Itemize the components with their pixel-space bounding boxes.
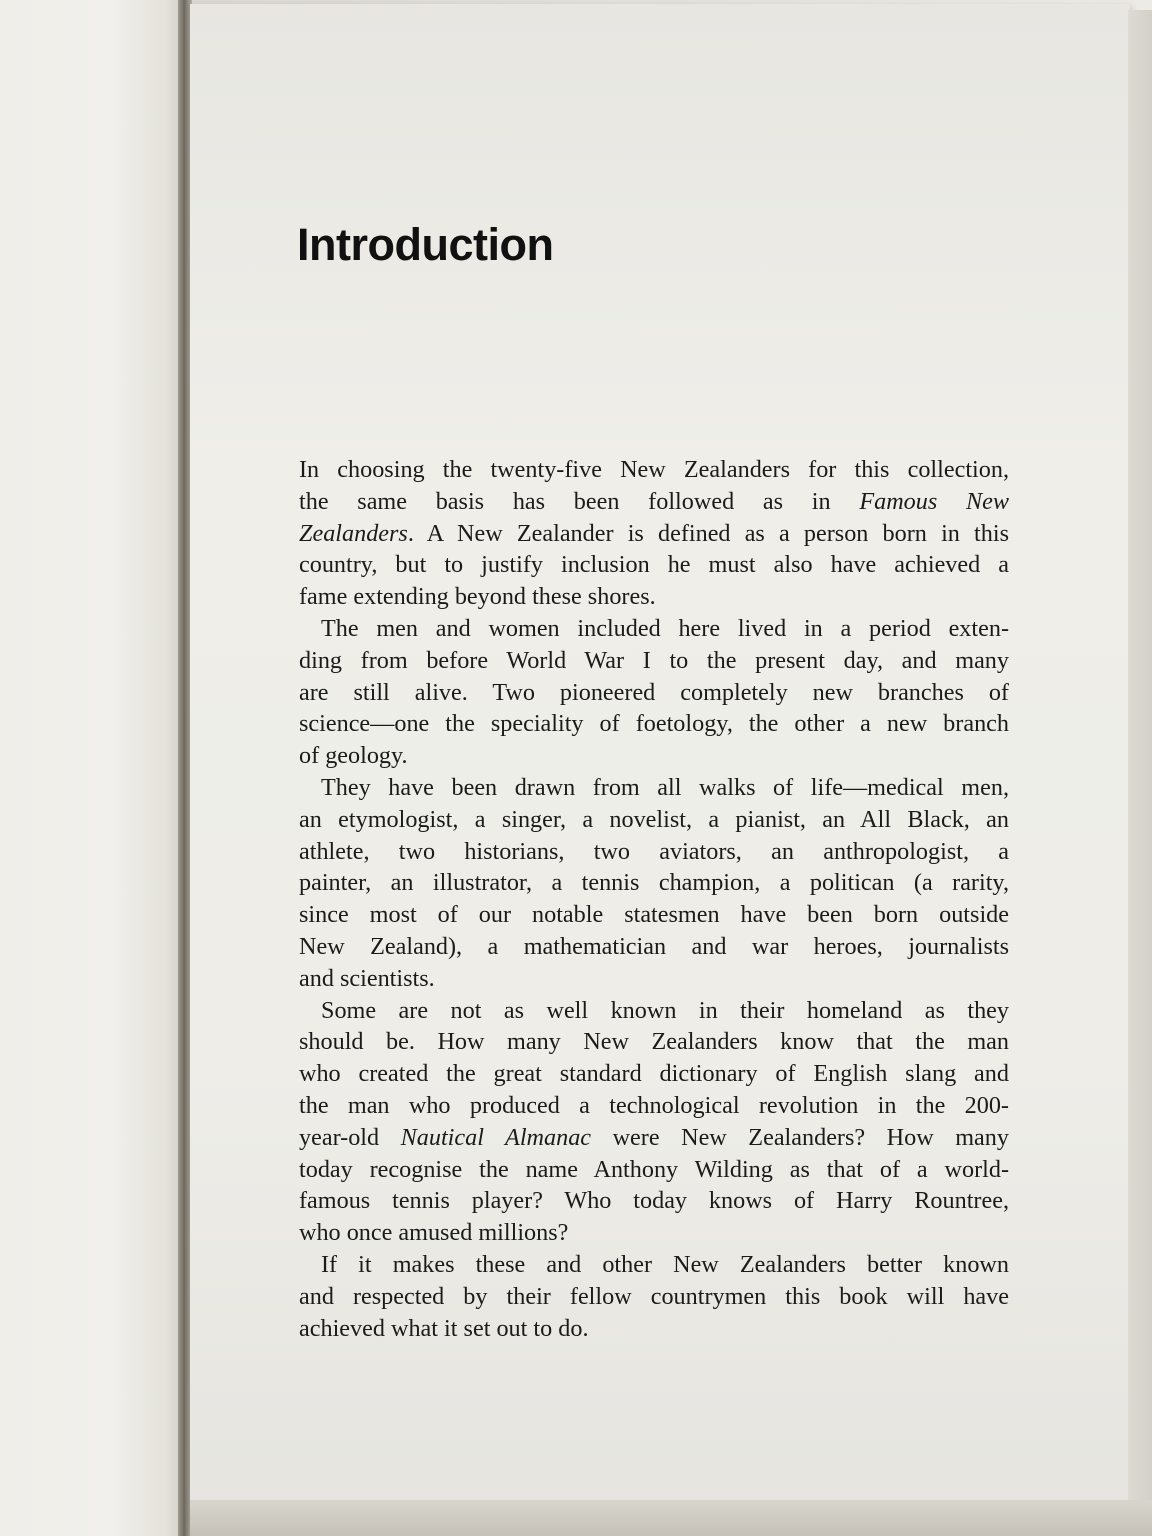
text-line: the man who produced a technological revolution in the 200- [299, 1091, 1009, 1119]
text-line: of geology. [299, 742, 408, 770]
almanac-title-italic: Nautical Almanac [400, 1123, 592, 1151]
text-line [299, 1122, 1009, 1154]
text-line: who created the great standard dictionary of English slang and [299, 1060, 1009, 1088]
text-line: an etymologist, a singer, a novelist, a pianist, an All Black, an [299, 805, 1009, 833]
paragraph-1 [299, 454, 1009, 613]
paragraph-4 [299, 995, 1009, 1249]
page-edge [1128, 10, 1152, 1536]
text-line: Some are not as well known in their homeland as they [321, 996, 1009, 1024]
paragraph-3 [299, 772, 1009, 995]
text-line: In choosing the twenty-five New Zealanders for this collection, [299, 456, 1009, 483]
text-fragment: . A New Zealander is defined as a person born in this [407, 519, 1009, 547]
page-heading: Introduction [297, 219, 554, 270]
text-line: painter, an illustrator, a tennis champion, a politican (a rarity, [299, 869, 1009, 897]
text-line: achieved what it set out to do. [299, 1314, 589, 1342]
page-bottom-edge [190, 1500, 1152, 1536]
text-line: If it makes these and other New Zealanders better known [321, 1250, 1009, 1278]
text-fragment: were New Zealanders? How many [591, 1123, 1009, 1151]
text-line: should be. How many New Zealanders know that the man [299, 1028, 1009, 1056]
text-line: New Zealand), a mathematician and war heroes, journalists [299, 932, 1009, 960]
text-line: today recognise the name Anthony Wilding as that of a world- [299, 1155, 1009, 1183]
text-line: country, but to justify inclusion he must also have achieved a [299, 551, 1009, 579]
left-facing-page [0, 0, 185, 1536]
text-line [299, 518, 1009, 550]
text-line: and respected by their fellow countrymen this book will have [299, 1282, 1009, 1310]
text-line: science—one the speciality of foetology, the other a new branch [299, 710, 1009, 738]
text-line: ding from before World War I to the present day, and many [299, 646, 1009, 674]
text-line: They have been drawn from all walks of life—medical men, [321, 773, 1009, 801]
paragraph-2 [299, 613, 1009, 772]
text-line: athlete, two historians, two aviators, an anthropologist, a [299, 837, 1009, 865]
paragraph-5 [299, 1249, 1009, 1344]
introduction-body [299, 454, 1009, 1344]
text-fragment: the same basis has been followed as in [299, 487, 860, 515]
text-line: fame extending beyond these shores. [299, 583, 656, 611]
text-line: who once amused millions? [299, 1219, 569, 1247]
text-line: The men and women included here lived in a period exten- [321, 614, 1009, 642]
book-title-italic: Famous New [859, 487, 1009, 515]
text-line: and scientists. [299, 964, 435, 992]
text-line [299, 486, 1009, 518]
text-line: since most of our notable statesmen have been born outside [299, 901, 1009, 929]
text-line: famous tennis player? Who today knows of Harry Rountree, [299, 1187, 1009, 1215]
text-fragment: year-old [299, 1123, 401, 1151]
book-title-italic-cont: Zealanders [299, 519, 408, 547]
text-line: are still alive. Two pioneered completely new branches of [299, 678, 1009, 706]
